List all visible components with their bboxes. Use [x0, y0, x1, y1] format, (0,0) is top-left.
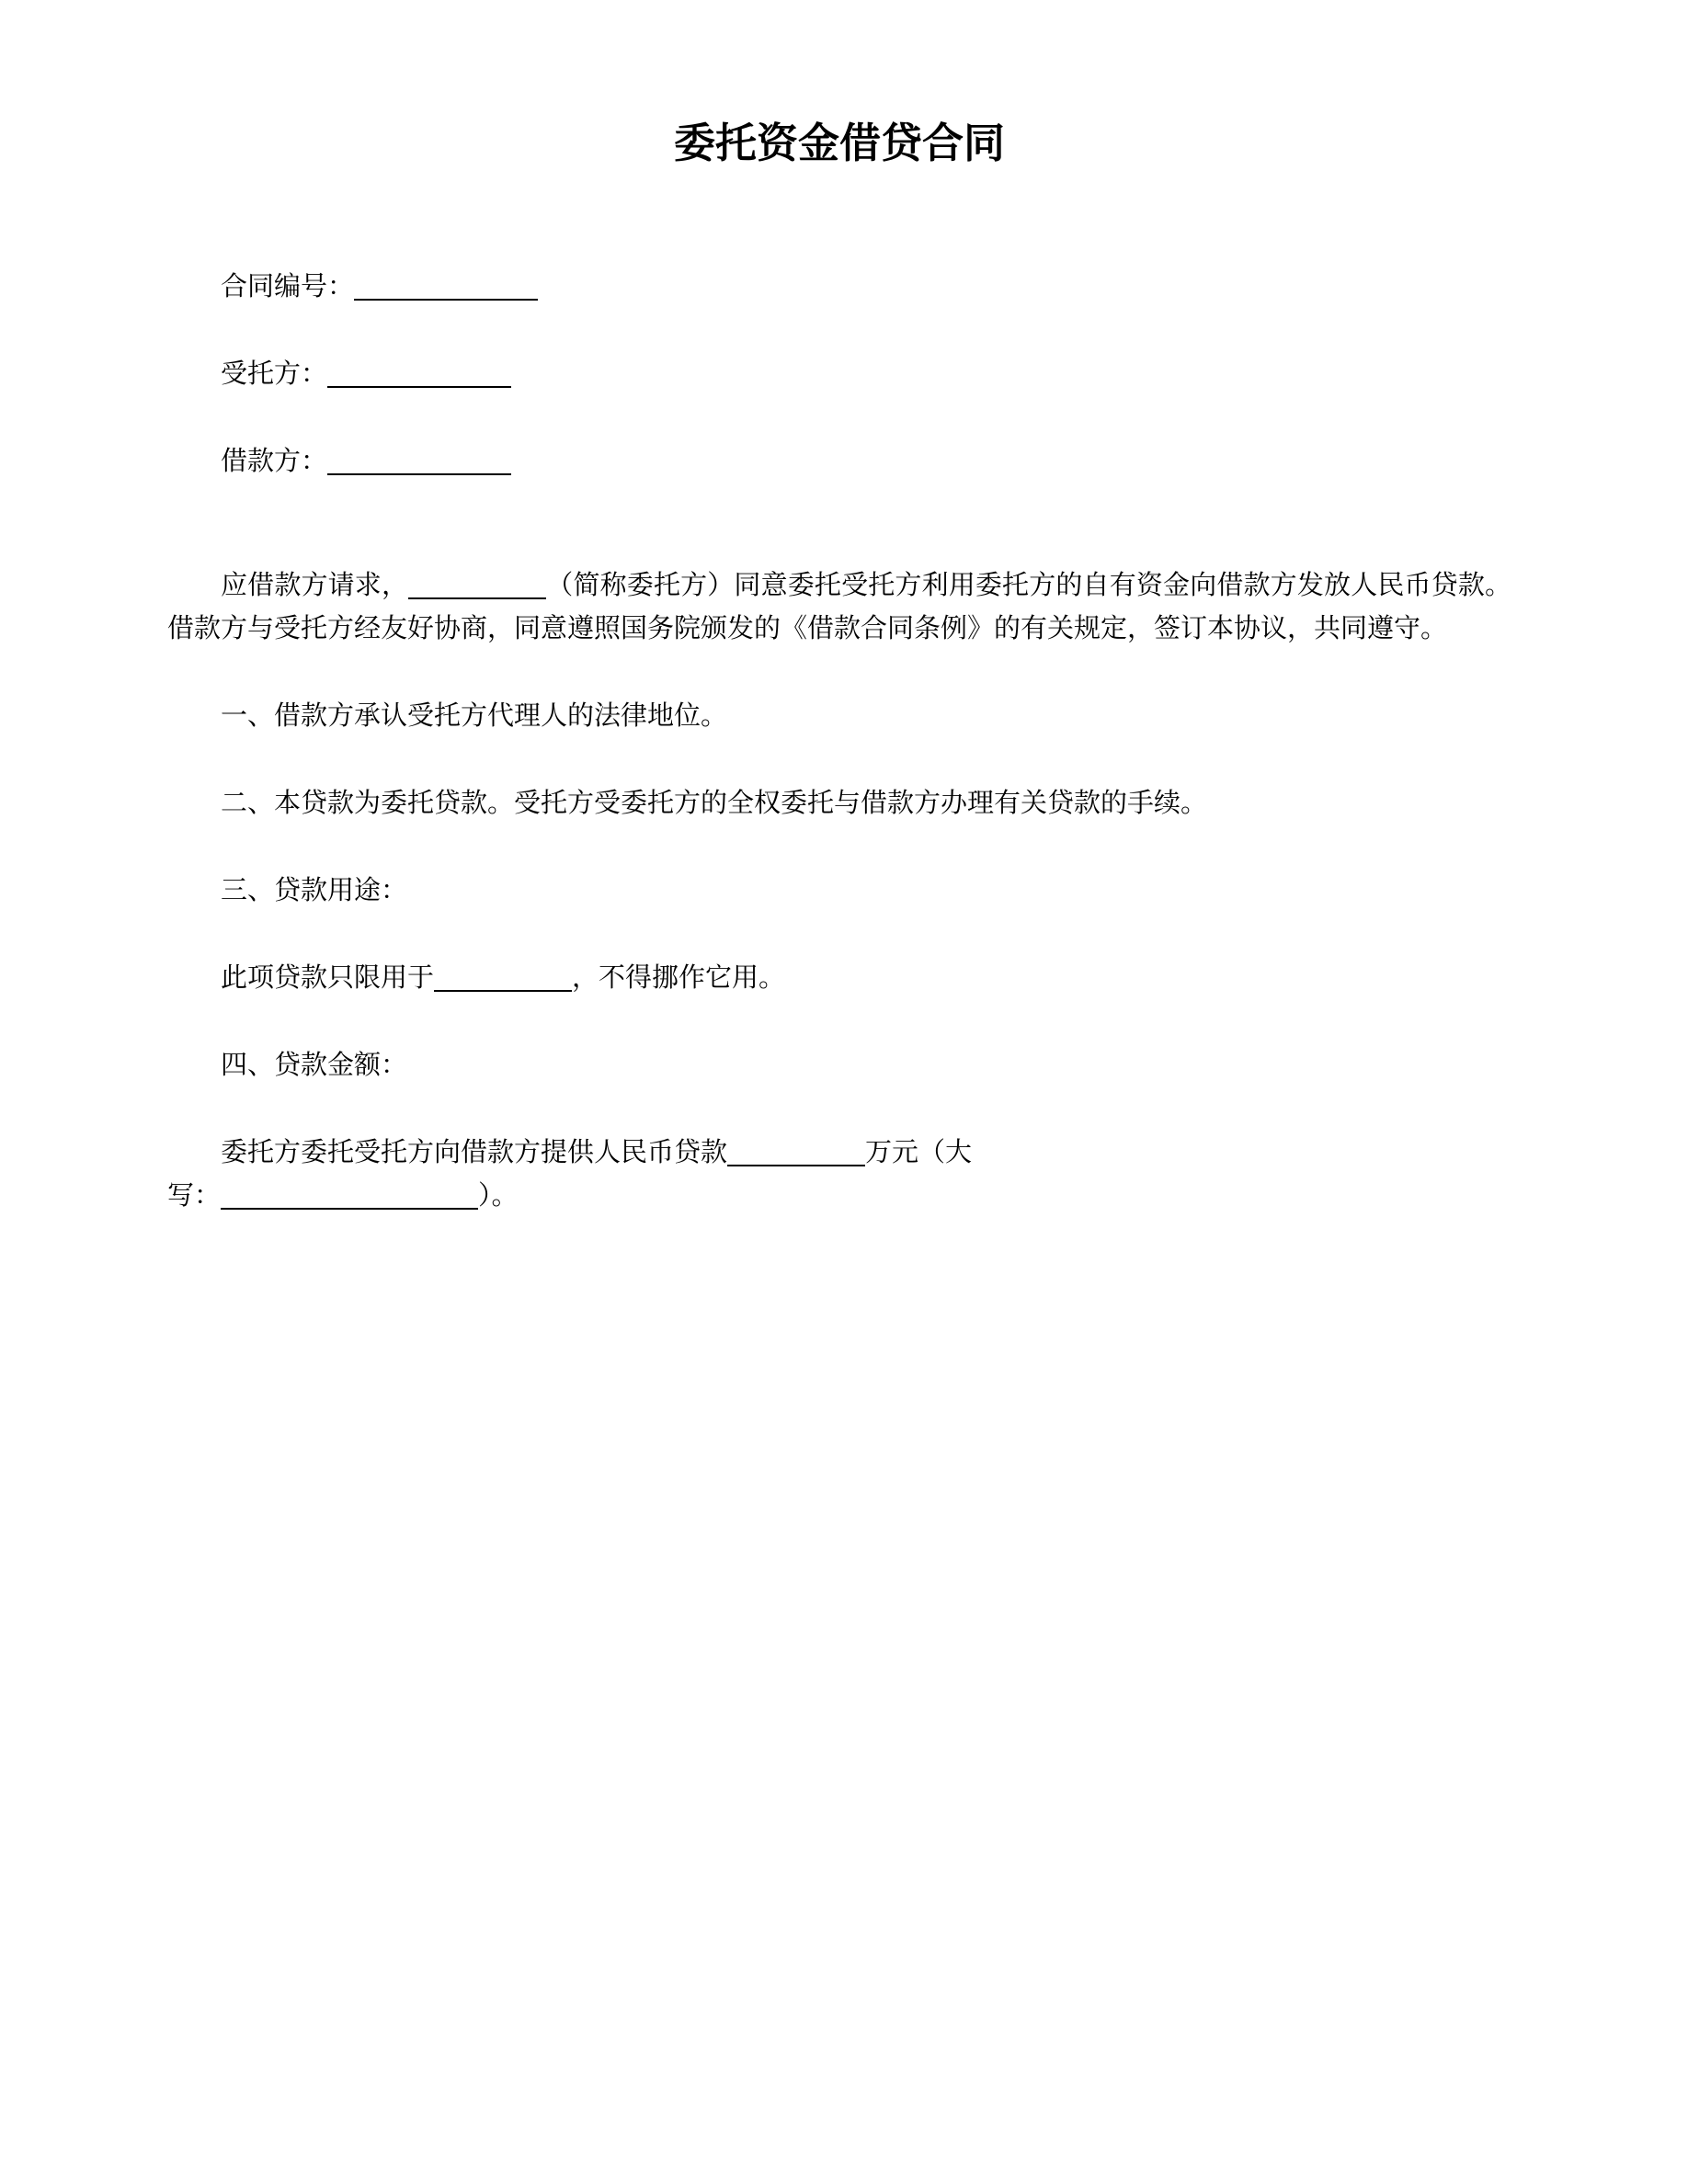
borrower-label: 借款方： [221, 445, 328, 476]
contract-number-row [167, 265, 1511, 308]
loan-purpose-blank [434, 963, 572, 992]
document-title: 委托资金借贷合同 [673, 119, 1005, 167]
loan-amount-blank [727, 1138, 865, 1166]
trustee-blank [327, 359, 511, 388]
borrower-blank [327, 447, 511, 475]
loan-amount-text-pre: 委托方委托受托方向借款方提供人民币贷款 [221, 1136, 728, 1167]
clause-three-body [167, 956, 1511, 999]
trustee-row [167, 352, 1511, 395]
contract-number-label: 合同编号： [221, 270, 355, 301]
trustee-label: 受托方： [221, 358, 328, 389]
clause-one: 一、借款方承认受托方代理人的法律地位。 [221, 700, 728, 731]
loan-amount-words-blank [221, 1181, 478, 1210]
clause-two: 二、本贷款为委托贷款。受托方受委托方的全权委托与借款方办理有关贷款的手续。 [221, 787, 1208, 818]
clause-four-title: 四、贷款金额： [221, 1049, 408, 1080]
intro-paragraph [167, 563, 1511, 650]
loan-amount-text-post: ）。 [478, 1179, 519, 1211]
clause-three-title: 三、贷款用途： [221, 874, 408, 905]
contract-number-blank [354, 272, 538, 301]
entrustor-name-blank [408, 571, 546, 599]
loan-amount-words-label: 写： [167, 1179, 222, 1211]
loan-amount-text-mid: 万元（大 [865, 1136, 973, 1167]
loan-purpose-text-post: ，不得挪作它用。 [572, 961, 786, 993]
intro-text-pre: 应借款方请求， [221, 569, 409, 600]
borrower-row [167, 439, 1511, 483]
intro-text-post: （简称委托方）同意委托受托方利用委托方的自有资金向借款方发放人民币贷款。借款方与受托方经友好协商，同意遵照国务院颁发的《借款合同条例》的有关规定，签订本协议，共同遵守。 [167, 569, 1511, 643]
loan-purpose-text-pre: 此项贷款只限用于 [221, 961, 435, 993]
clause-four-body [167, 1131, 1511, 1217]
